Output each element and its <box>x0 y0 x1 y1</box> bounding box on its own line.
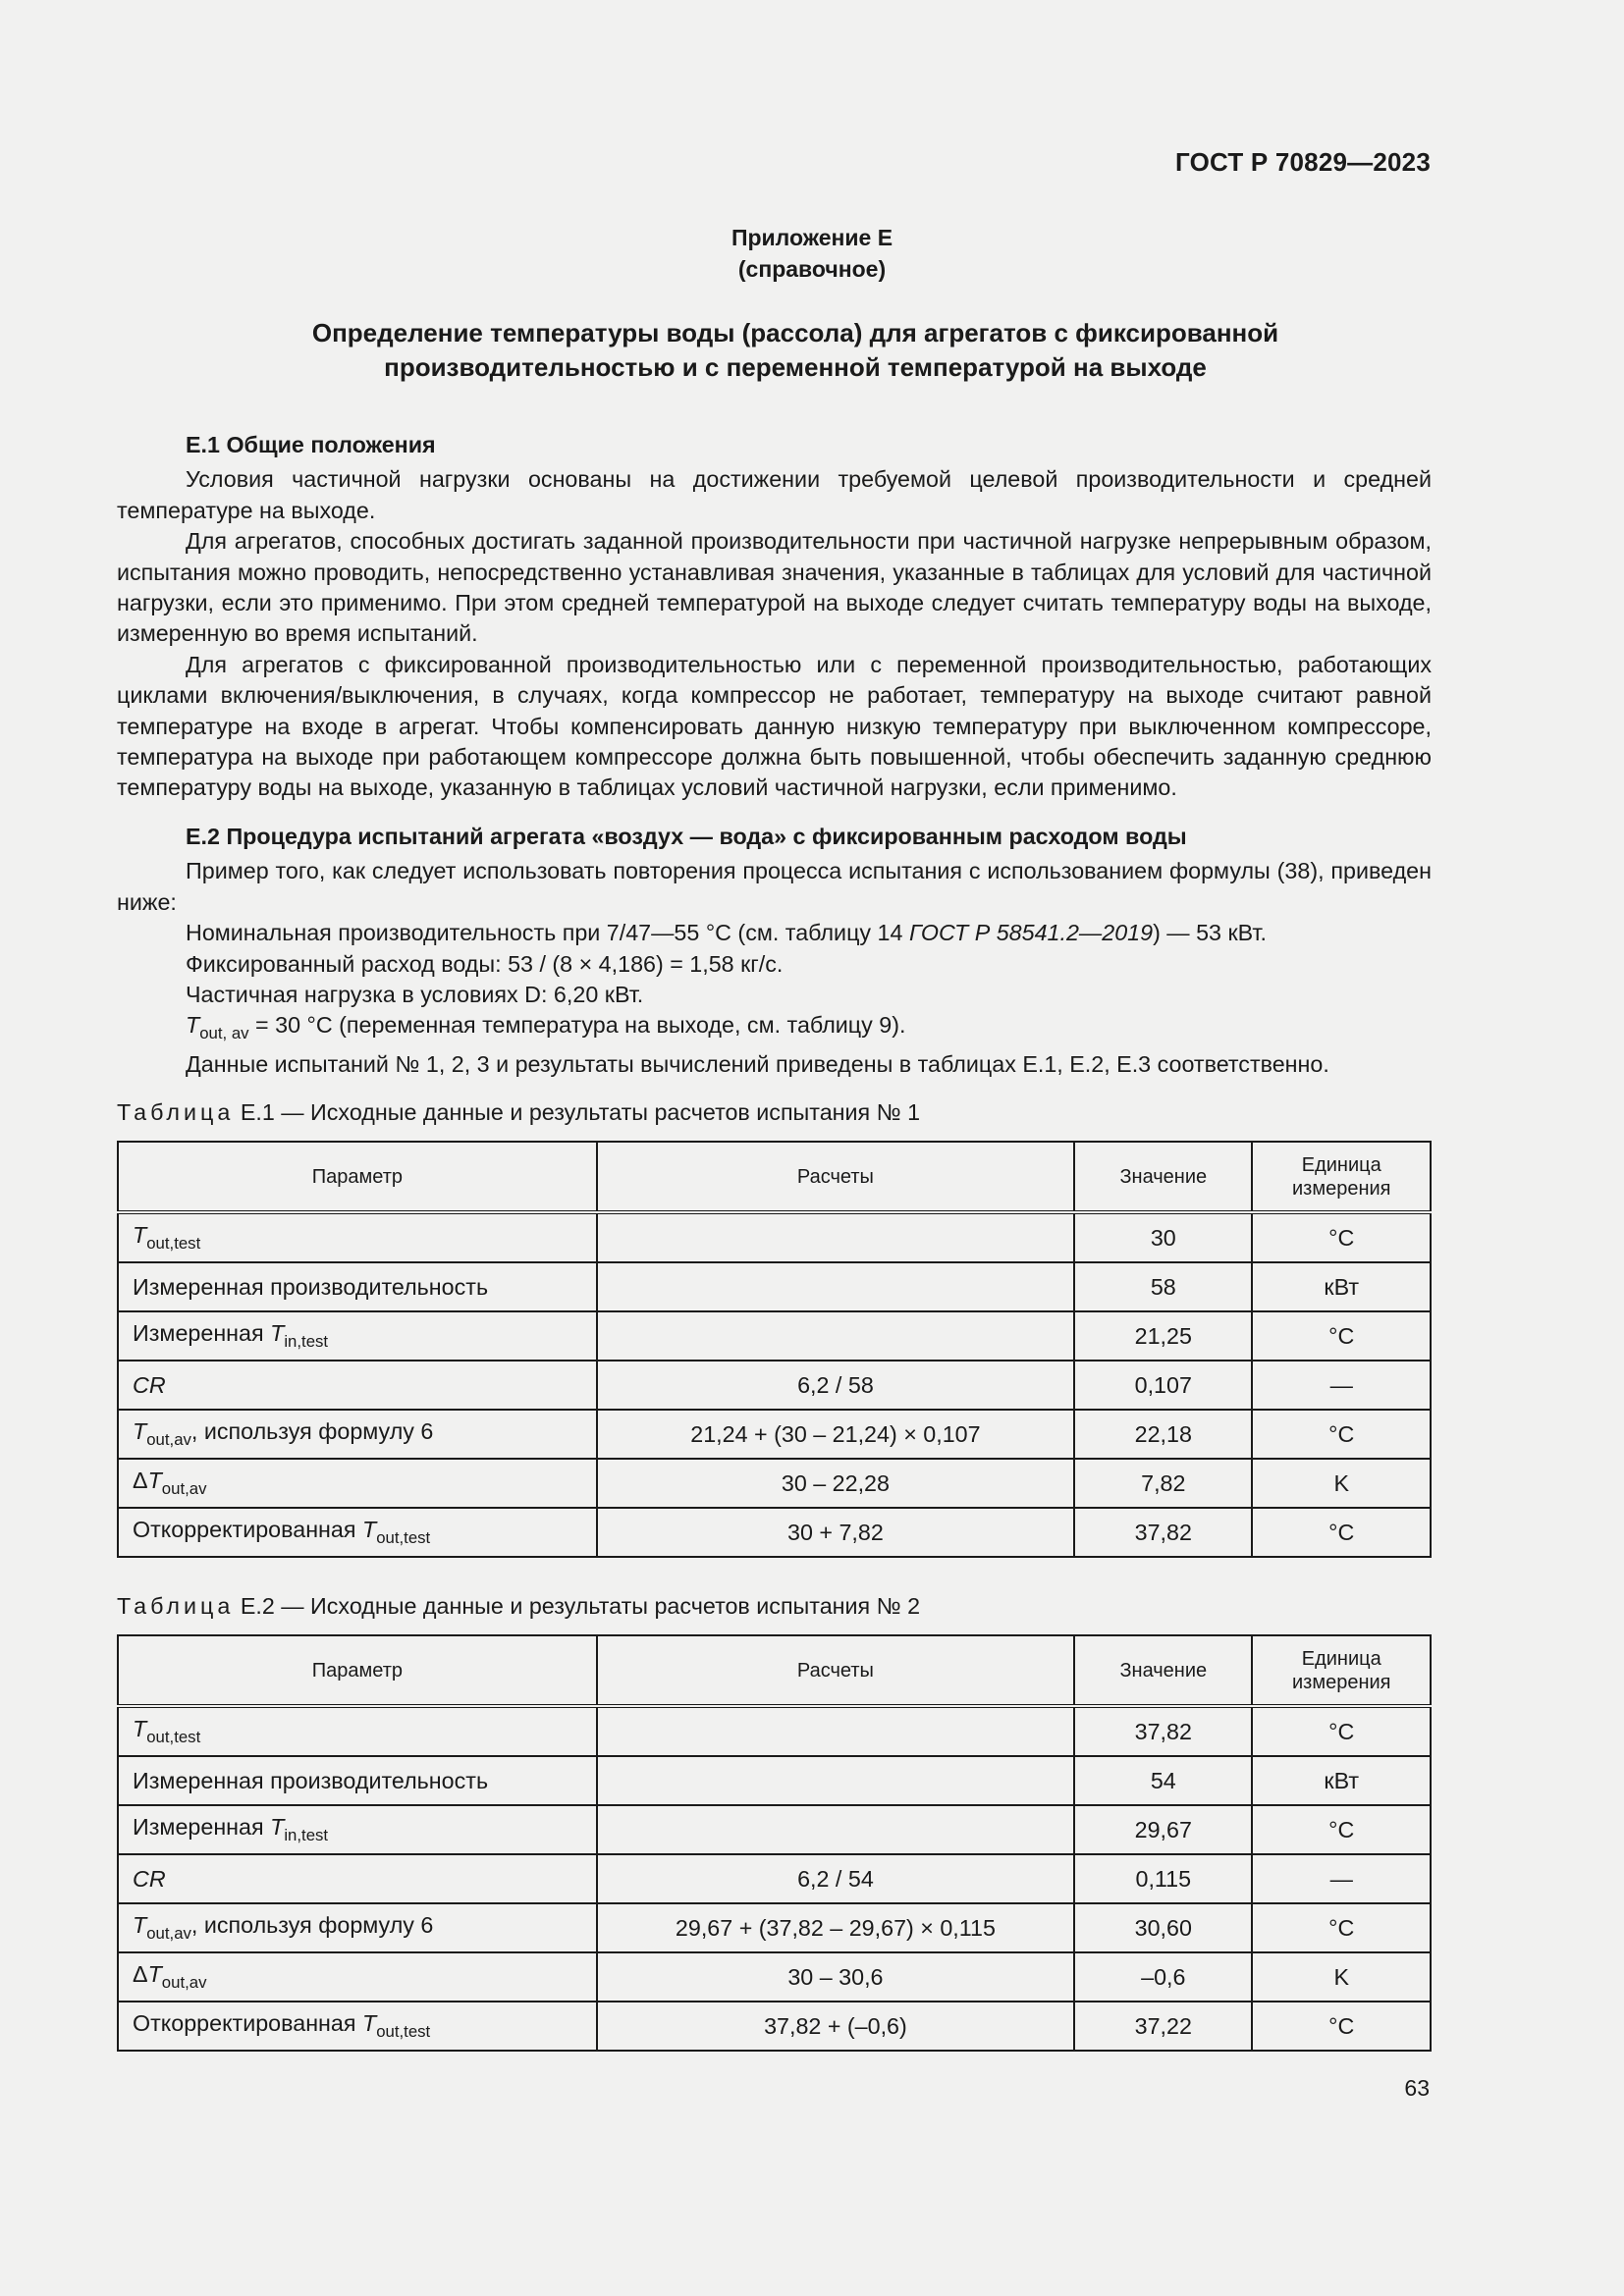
cell-calc: 21,24 + (30 – 21,24) × 0,107 <box>597 1410 1074 1459</box>
cell-value: 37,82 <box>1074 1508 1252 1557</box>
cell-value: 58 <box>1074 1262 1252 1311</box>
param-subscript: out,test <box>376 1527 431 1547</box>
param-subscript: out,av <box>161 1478 207 1498</box>
cell-calc: 30 – 30,6 <box>597 1952 1074 2002</box>
param-subscript: in,test <box>284 1825 329 1844</box>
nominal-capacity-text: Номинальная производительность при 7/47—55 °С (см. таблицу 14 <box>186 920 909 946</box>
table-1-header-row <box>118 1142 1431 1212</box>
table-1 <box>117 1141 1432 1558</box>
cell-calc: 30 – 22,28 <box>597 1459 1074 1508</box>
section-1-paragraph-3: Для агрегатов с фиксированной производительностью или с переменной производительностью, работающих циклами включения/выключения, в случаях, когда компрессор не работает, температуру на выходе считают равной температуре на входе в агрегат. Чтобы компенсировать данную низкую температуру при выключенном компрессоре, температура на выходе при работающем компрессоре должна быть повышенной, чтобы обеспечить заданную среднюю температуру воды на выходе, указанную в таблицах условий частичной нагрузки, если применимо. <box>117 651 1432 801</box>
header-unit-line1: Единица <box>1301 1153 1381 1176</box>
cell-param <box>118 1952 597 2002</box>
param-symbol: T <box>270 1320 285 1347</box>
header-param: Параметр <box>118 1635 597 1706</box>
partial-load-line: Частичная нагрузка в условиях D: 6,20 кВт. <box>186 982 644 1008</box>
cell-unit: — <box>1252 1361 1431 1410</box>
section-1-paragraph-1: Условия частичной нагрузки основаны на достижении требуемой целевой производительности и средней температуре на выходе. <box>117 466 1432 523</box>
table-row <box>118 1410 1431 1459</box>
nominal-capacity-value: ) — 53 кВт. <box>1153 920 1267 946</box>
param-prefix: Δ <box>133 1961 148 1988</box>
param-subscript: out,av <box>161 1972 207 1992</box>
param-symbol: T <box>133 1716 147 1742</box>
cell-unit: °С <box>1252 2002 1431 2051</box>
table-1-caption <box>117 1099 920 1126</box>
param-symbol: CR <box>133 1865 166 1892</box>
cell-unit: °С <box>1252 1805 1431 1854</box>
param-symbol: T <box>133 1912 147 1939</box>
temperature-subscript: out, av <box>199 1024 249 1043</box>
outlet-temperature-line <box>117 1010 1432 1048</box>
param-prefix: Откорректированная <box>133 2010 362 2037</box>
cell-calc <box>597 1805 1074 1854</box>
cell-param <box>118 2002 597 2051</box>
param-prefix: Измеренная <box>133 1320 271 1347</box>
param-subscript: out,test <box>146 1233 201 1253</box>
table-1-caption-text: Е.1 — Исходные данные и результаты расчетов испытания № 1 <box>234 1099 921 1125</box>
cell-param <box>118 1262 597 1311</box>
table-row <box>118 1508 1431 1557</box>
document-title-line1: Определение температуры воды (рассола) для агрегатов с фиксированной <box>311 318 1279 347</box>
param-symbol: T <box>361 2010 377 2037</box>
table-row <box>118 1854 1431 1903</box>
table-row <box>118 2002 1431 2051</box>
cell-param <box>118 1212 597 1262</box>
param-prefix: Откорректированная <box>133 1517 362 1543</box>
param-symbol: T <box>270 1814 285 1841</box>
cell-value: 29,67 <box>1074 1805 1252 1854</box>
cell-param <box>118 1706 597 1756</box>
cell-unit: °С <box>1252 1508 1431 1557</box>
cell-unit: °С <box>1252 1311 1431 1361</box>
table-1-caption-word: Таблица <box>117 1099 235 1125</box>
cell-value: 21,25 <box>1074 1311 1252 1361</box>
param-symbol: T <box>133 1222 147 1249</box>
section-1-paragraph-2: Для агрегатов, способных достигать заданной производительности при частичной нагрузке непрерывным образом, испытания можно проводить, непосредственно устанавливая значения, указанные в таблицах для условий для частичной нагрузки, если это применимо. При этом средней температурой на выходе следует считать температуру воды на выходе, измеренную во время испытаний. <box>117 528 1432 647</box>
appendix-heading <box>0 222 1624 285</box>
table-row <box>118 1212 1431 1262</box>
header-param: Параметр <box>118 1142 597 1212</box>
cell-param <box>118 1805 597 1854</box>
standard-header: ГОСТ Р 70829—2023 <box>1175 147 1431 177</box>
cell-param <box>118 1903 597 1952</box>
table-1-body <box>118 1212 1431 1557</box>
page-number: 63 <box>1404 2075 1430 2101</box>
cell-value: 54 <box>1074 1756 1252 1805</box>
cell-unit: K <box>1252 1952 1431 2002</box>
cell-calc <box>597 1311 1074 1361</box>
cell-calc <box>597 1262 1074 1311</box>
cell-unit: — <box>1252 1854 1431 1903</box>
cell-value: –0,6 <box>1074 1952 1252 2002</box>
table-2-caption-text: Е.2 — Исходные данные и результаты расчетов испытания № 2 <box>234 1593 921 1619</box>
cell-calc: 29,67 + (37,82 – 29,67) × 0,115 <box>597 1903 1074 1952</box>
header-unit <box>1252 1142 1431 1212</box>
cell-unit: °С <box>1252 1706 1431 1756</box>
param-prefix: Измеренная производительность <box>133 1767 489 1793</box>
table-2 <box>117 1634 1432 2052</box>
cell-param <box>118 1756 597 1805</box>
param-subscript: out,av <box>146 1923 191 1943</box>
section-1 <box>117 430 1432 804</box>
cell-value: 37,82 <box>1074 1706 1252 1756</box>
cell-calc <box>597 1706 1074 1756</box>
param-prefix: Измеренная производительность <box>133 1273 489 1300</box>
param-subscript: in,test <box>284 1331 329 1351</box>
header-value: Значение <box>1074 1142 1252 1212</box>
param-subscript: out,av <box>146 1429 191 1449</box>
table-row <box>118 1805 1431 1854</box>
cell-value: 30,60 <box>1074 1903 1252 1952</box>
cell-unit: K <box>1252 1459 1431 1508</box>
param-prefix: Измеренная <box>133 1814 271 1841</box>
cell-value: 30 <box>1074 1212 1252 1262</box>
cell-calc: 6,2 / 54 <box>597 1854 1074 1903</box>
param-symbol: T <box>147 1961 162 1988</box>
temperature-symbol: T <box>186 1012 200 1039</box>
section-2-paragraph-1: Пример того, как следует использовать повторения процесса испытания с использованием формулы (38), приведен ниже: <box>117 858 1432 915</box>
param-subscript: out,test <box>376 2021 431 2041</box>
section-2 <box>117 822 1432 1080</box>
cell-param <box>118 1854 597 1903</box>
cell-param <box>118 1410 597 1459</box>
cell-calc: 6,2 / 58 <box>597 1361 1074 1410</box>
cell-value: 37,22 <box>1074 2002 1252 2051</box>
appendix-type: (справочное) <box>737 256 887 282</box>
cell-value: 22,18 <box>1074 1410 1252 1459</box>
header-calc: Расчеты <box>597 1635 1074 1706</box>
cell-value: 0,107 <box>1074 1361 1252 1410</box>
param-subscript: out,test <box>146 1727 201 1746</box>
appendix-title: Приложение Е <box>731 225 893 250</box>
table-row <box>118 1952 1431 2002</box>
table-2-header-row <box>118 1635 1431 1706</box>
outlet-temperature-text: = 30 °С (переменная температура на выходе, см. таблицу 9). <box>248 1012 906 1039</box>
nominal-capacity-line <box>117 918 1432 948</box>
cell-param <box>118 1459 597 1508</box>
table-row <box>118 1756 1431 1805</box>
cell-calc: 30 + 7,82 <box>597 1508 1074 1557</box>
table-row <box>118 1903 1431 1952</box>
table-row <box>118 1459 1431 1508</box>
cell-param <box>118 1311 597 1361</box>
param-symbol: T <box>361 1517 377 1543</box>
cell-unit: кВт <box>1252 1262 1431 1311</box>
cell-calc <box>597 1756 1074 1805</box>
cell-param <box>118 1508 597 1557</box>
header-value: Значение <box>1074 1635 1252 1706</box>
cell-unit: °С <box>1252 1903 1431 1952</box>
section-2-heading: Е.2 Процедура испытаний агрегата «воздух — вода» с фиксированным расходом воды <box>186 824 1187 849</box>
section-1-heading: Е.1 Общие положения <box>186 432 436 457</box>
param-suffix: , используя формулу 6 <box>190 1912 434 1939</box>
header-unit <box>1252 1635 1431 1706</box>
header-unit-line2: измерения <box>1291 1177 1391 1200</box>
water-flow-line: Фиксированный расход воды: 53 / (8 × 4,186) = 1,58 кг/с. <box>186 950 784 977</box>
param-prefix: Δ <box>133 1468 148 1494</box>
cell-value: 0,115 <box>1074 1854 1252 1903</box>
header-unit-line1: Единица <box>1301 1647 1381 1670</box>
param-symbol: T <box>133 1418 147 1445</box>
table-2-caption <box>117 1593 920 1620</box>
cell-calc <box>597 1212 1074 1262</box>
table-row <box>118 1262 1431 1311</box>
document-title <box>236 316 1355 385</box>
cell-value: 7,82 <box>1074 1459 1252 1508</box>
document-title-line2: производительностью и с переменной температурой на выходе <box>384 352 1207 382</box>
cell-param <box>118 1361 597 1410</box>
table-row <box>118 1706 1431 1756</box>
cell-calc: 37,82 + (–0,6) <box>597 2002 1074 2051</box>
table-2-body <box>118 1706 1431 2051</box>
test-data-line: Данные испытаний № 1, 2, 3 и результаты вычислений приведены в таблицах Е.1, Е.2, Е.3 соответственно. <box>186 1050 1329 1077</box>
cell-unit: кВт <box>1252 1756 1431 1805</box>
header-calc: Расчеты <box>597 1142 1074 1212</box>
table-2-caption-word: Таблица <box>117 1593 235 1619</box>
table-row <box>118 1361 1431 1410</box>
cell-unit: °С <box>1252 1410 1431 1459</box>
param-symbol: CR <box>133 1371 166 1398</box>
param-suffix: , используя формулу 6 <box>190 1418 434 1445</box>
table-row <box>118 1311 1431 1361</box>
param-symbol: T <box>147 1468 162 1494</box>
header-unit-line2: измерения <box>1291 1671 1391 1693</box>
cell-unit: °С <box>1252 1212 1431 1262</box>
standard-reference: ГОСТ Р 58541.2—2019 <box>908 920 1154 946</box>
